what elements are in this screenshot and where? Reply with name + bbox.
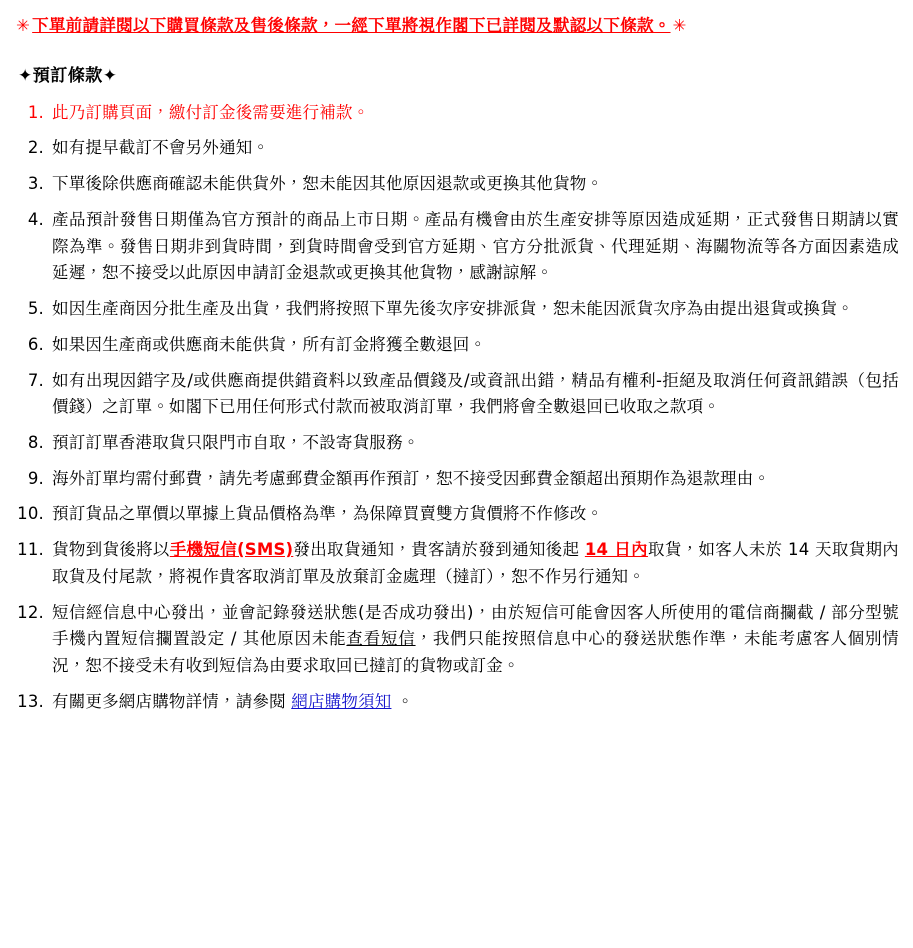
term-text: 如有出現因錯字及/或供應商提供錯資料以致產品價錢及/或資訊出錯，精品有權利-拒絕及取消任何資訊錯誤（包括價錢）之訂單。如閣下已用任何形式付款而被取消訂單，我們將會全數退回已收取之款項。 [52,370,899,417]
term-text: 如有提早截訂不會另外通知。 [52,138,270,158]
term-text: 預訂貨品之單價以單據上貨品價格為準，為保障買賣雙方貨價將不作修改。 [52,504,604,524]
term-item [14,430,899,457]
term-text: 產品預計發售日期僅為官方預計的商品上市日期。產品有機會由於生產安排等原因造成延期，正式發售日期請以實際為準。發售日期非到貨時間，到貨時間會受到官方延期、官方分批派貨、代理延期、海關物流等各方面因素造成延遲，恕不接受以此原因申請訂金退款或更換其他貨物，感謝諒解。 [52,209,899,283]
term-item [14,537,899,590]
terms-list [14,100,899,716]
term-text: 預訂訂單香港取貨只限門市自取，不設寄貨服務。 [52,432,420,452]
term-item [14,501,899,528]
term-number: 8. [27,432,44,452]
term-item [14,368,899,421]
shopping-guide-link[interactable]: 網店購物須知 [291,691,392,711]
term-text: 如因生產商因分批生產及出貨，我們將按照下單先後次序安排派貨，恕未能因派貨次序為由提出退貨或換貨。 [52,299,854,319]
star-icon-left: ✳ [16,16,31,35]
term-text: 海外訂單均需付郵費，請先考慮郵費金額再作預訂，恕不接受因郵費金額超出預期作為退款理由。 [52,468,771,488]
term-item [14,171,899,198]
term-item [14,332,899,359]
term-text [52,603,899,675]
term-number: 13. [17,691,44,711]
term-text: 下單後除供應商確認未能供貨外，恕未能因其他原因退款或更換其他貨物。 [52,174,604,194]
term-number: 7. [27,370,44,390]
warning-banner [14,14,899,39]
term-text: 如果因生產商或供應商未能供貨，所有訂金將獲全數退回。 [52,334,487,354]
term-text-run: 取貨，如客人未於 14 天取貨期內取貨及付尾款，將視作貴客取消訂單及放棄訂金處理（撻訂），恕不作另行通知。 [52,540,899,586]
term-number: 3. [27,174,44,194]
term-item [14,135,899,162]
term-number: 1. [27,102,44,122]
term-number: 11. [17,540,44,560]
term-item [14,466,899,493]
term-text-run: 貨物到貨後將以 [52,540,170,560]
term-text-run: 。 [391,691,414,711]
term-text-run: ，我們只能按照信息中心的發送狀態作準，未能考慮客人個別情況，恕不接受未有收到短信為由要求取回已撻訂的貨物或訂金。 [52,629,899,675]
term-text [52,540,899,586]
term-number: 4. [27,209,44,229]
term-number: 6. [27,334,44,354]
warning-text: 下單前請詳閱以下購買條款及售後條款，一經下單將視作閣下已詳閱及默認以下條款。 [32,16,671,35]
term-item [14,207,899,287]
star-icon-right: ✳ [672,16,687,35]
term-item [14,296,899,323]
section-heading: ✦預訂條款✦ [18,65,118,86]
term-number: 10. [17,504,44,524]
emphasis-red: 14 日內 [584,540,648,560]
term-number: 12. [17,602,44,622]
term-text [52,692,414,711]
term-text-run: 有關更多網店購物詳情，請參閱 [52,691,292,711]
term-number: 2. [27,138,44,158]
term-number: 9. [27,468,44,488]
emphasis-red: 手機短信(SMS) [169,540,294,560]
term-text-run: 短信經信息中心發出，並會記錄發送狀態(是否成功發出)，由於短信可能會因客人所使用的電信商攔截 / 部分型號手機內置短信攔置設定 / 其他原因未能 [52,602,899,649]
term-text: 此乃訂購頁面，繳付訂金後需要進行補款。 [52,102,370,122]
term-text-run: 發出取貨通知，貴客請於發到通知後起 [293,540,585,560]
term-item [14,600,899,680]
term-item [14,689,899,716]
term-item [14,100,899,127]
emphasis-underline: 查看短信 [346,629,416,649]
term-number: 5. [27,299,44,319]
